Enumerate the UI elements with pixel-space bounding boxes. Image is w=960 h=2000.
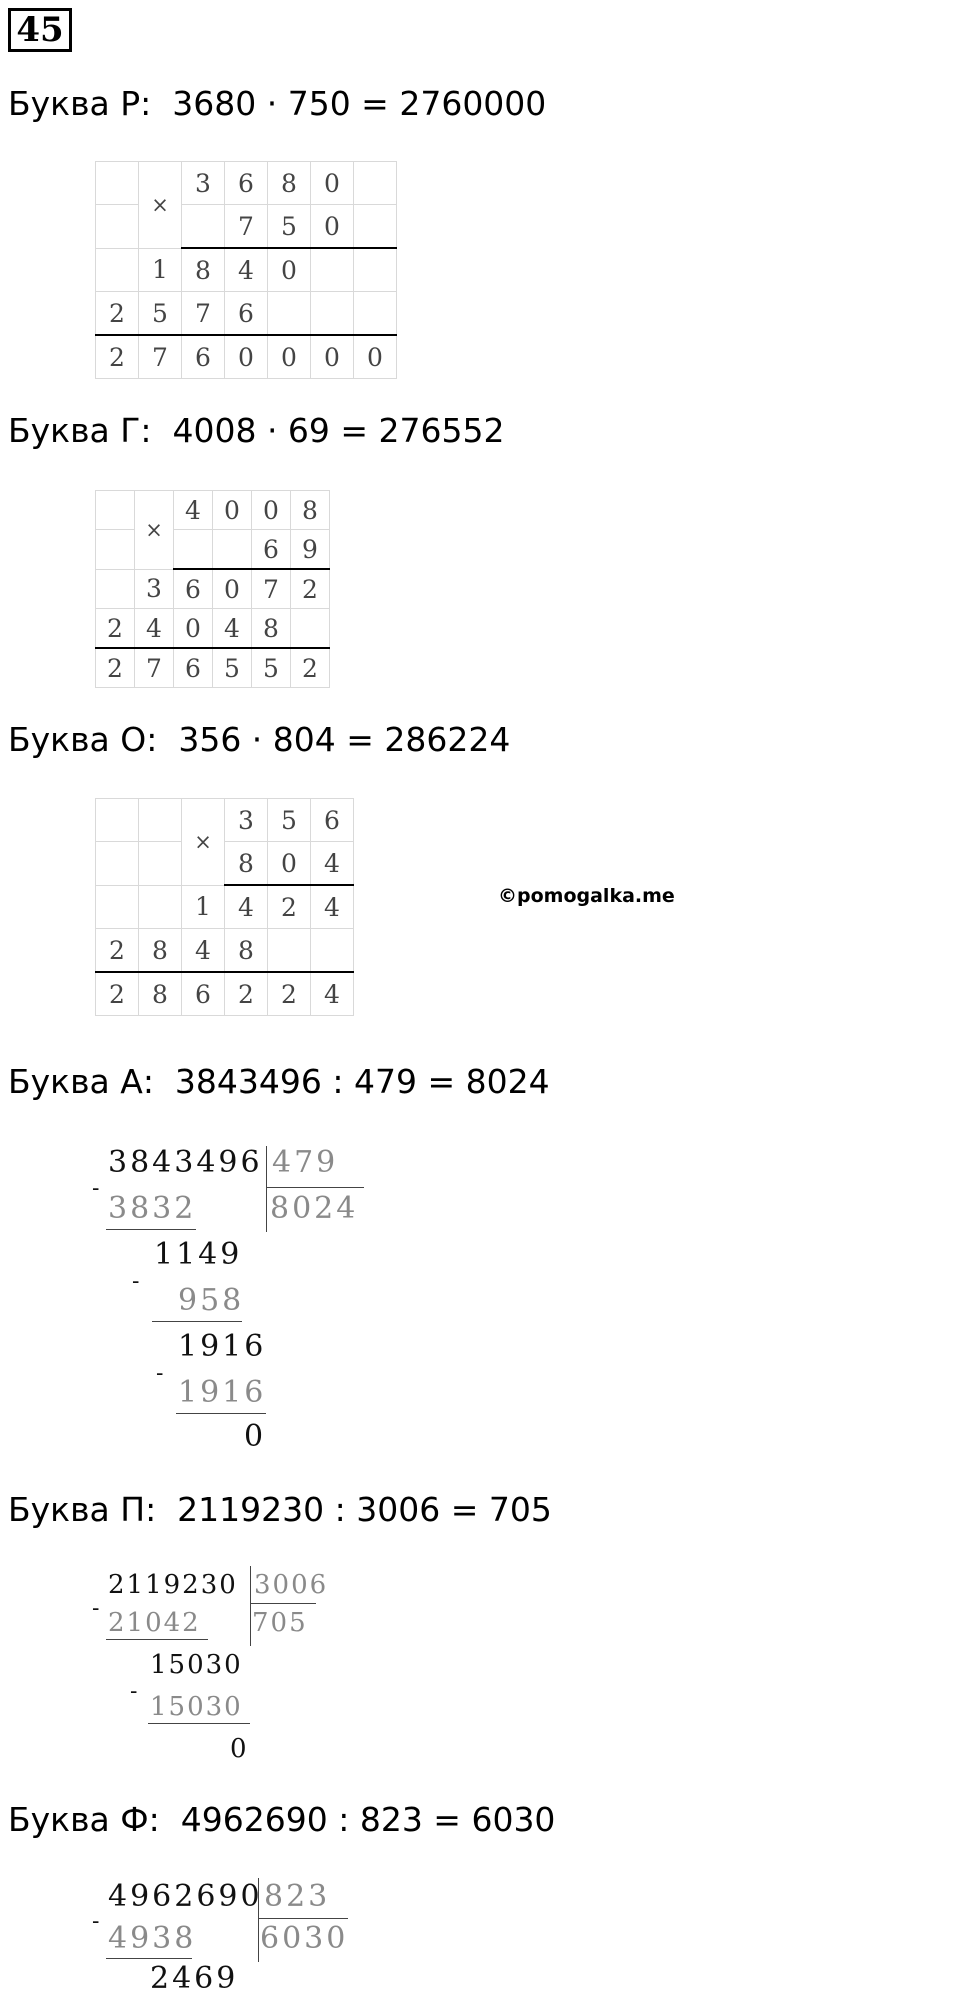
grid-cell: 2 [268, 885, 311, 929]
grid-cell [96, 569, 135, 609]
minus-sign: - [130, 1679, 138, 1704]
grid-cell: 0 [311, 205, 354, 249]
quotient: 705 [252, 1608, 308, 1638]
grid-cell: 4 [213, 609, 252, 649]
grid-cell: 7 [225, 205, 268, 249]
grid-cell: 8 [182, 248, 225, 292]
partial-remainder: 1149 [154, 1237, 243, 1272]
task-number: 45 [8, 8, 72, 52]
grid-cell: 2 [96, 648, 135, 688]
quotient-line [266, 1187, 364, 1188]
grid-cell: 6 [182, 335, 225, 379]
grid-cell: 8 [225, 929, 268, 973]
grid-cell: 0 [213, 569, 252, 609]
grid-cell: 2 [291, 569, 330, 609]
quotient: 8024 [270, 1191, 359, 1226]
grid-cell: 2 [291, 648, 330, 688]
minus-sign: - [92, 1909, 100, 1934]
grid-cell: 6 [225, 292, 268, 336]
grid-cell [96, 162, 139, 205]
grid-cell: 5 [213, 648, 252, 688]
grid-cell: 0 [311, 162, 354, 205]
grid-cell: 0 [268, 335, 311, 379]
grid-cell: 7 [252, 569, 291, 609]
minus-sign: - [156, 1361, 164, 1386]
grid-cell: 0 [268, 248, 311, 292]
grid-cell [213, 530, 252, 570]
minus-sign: - [92, 1596, 100, 1621]
grid-cell [139, 799, 182, 842]
partial-product: 3832 [108, 1191, 197, 1226]
grid-cell [96, 885, 139, 929]
heading-letter-f: Буква Ф: 4962690 : 823 = 6030 [8, 1800, 556, 1839]
partial-remainder: 15030 [150, 1650, 243, 1680]
grid-cell [268, 929, 311, 973]
grid-cell: 2 [268, 972, 311, 1016]
divisor: 479 [272, 1145, 339, 1180]
subtraction-line [152, 1321, 242, 1322]
grid-cell: 3 [225, 799, 268, 842]
multiplication-grid-r [95, 161, 397, 379]
quotient-line [250, 1603, 316, 1604]
grid-cell: 0 [268, 842, 311, 886]
heading-letter-o: Буква О: 356 · 804 = 286224 [8, 720, 511, 759]
grid-cell: 2 [96, 609, 135, 649]
grid-cell [96, 799, 139, 842]
partial-product: 21042 [108, 1608, 201, 1638]
grid-cell [96, 842, 139, 886]
grid-cell: 3 [135, 569, 174, 609]
grid-cell: 5 [268, 799, 311, 842]
times-sign: × [139, 162, 182, 249]
partial-product: 958 [178, 1283, 245, 1318]
grid-cell [354, 162, 397, 205]
grid-cell [311, 929, 354, 973]
grid-cell: 4 [182, 929, 225, 973]
grid-cell: 5 [268, 205, 311, 249]
grid-cell: 0 [213, 491, 252, 530]
grid-cell: 7 [139, 335, 182, 379]
final-remainder: 0 [230, 1734, 250, 1764]
quotient-line [258, 1918, 348, 1919]
grid-cell: 8 [252, 609, 291, 649]
subtraction-line [148, 1723, 250, 1724]
grid-cell [174, 530, 213, 570]
final-remainder: 0 [244, 1419, 267, 1454]
grid-cell [96, 491, 135, 530]
heading-letter-r: Буква Р: 3680 · 750 = 2760000 [8, 84, 547, 123]
grid-cell: 6 [225, 162, 268, 205]
dividend: 2119230 [108, 1570, 238, 1600]
grid-cell: 0 [225, 335, 268, 379]
grid-cell: 9 [291, 530, 330, 570]
grid-cell: 0 [252, 491, 291, 530]
grid-cell [139, 885, 182, 929]
multiplication-grid-g [95, 490, 330, 688]
grid-cell: 5 [252, 648, 291, 688]
grid-cell: 8 [291, 491, 330, 530]
dividend: 3843496 [108, 1145, 263, 1180]
grid-cell: 1 [139, 248, 182, 292]
grid-cell [182, 205, 225, 249]
grid-cell: 5 [139, 292, 182, 336]
grid-cell: 0 [311, 335, 354, 379]
grid-cell: 0 [354, 335, 397, 379]
heading-letter-g: Буква Г: 4008 · 69 = 276552 [8, 411, 505, 450]
partial-product: 4938 [108, 1921, 197, 1956]
grid-cell [96, 530, 135, 570]
partial-remainder: 2469 [150, 1961, 239, 1996]
times-sign: × [182, 799, 225, 886]
grid-cell: 7 [135, 648, 174, 688]
grid-cell: 8 [139, 972, 182, 1016]
grid-cell: 4 [225, 885, 268, 929]
subtraction-line [106, 1229, 196, 1230]
grid-cell: 6 [311, 799, 354, 842]
divisor: 3006 [254, 1570, 329, 1600]
grid-cell: 2 [225, 972, 268, 1016]
grid-cell [311, 292, 354, 336]
grid-cell: 4 [311, 842, 354, 886]
grid-cell: 2 [96, 335, 139, 379]
grid-cell: 6 [174, 648, 213, 688]
heading-letter-a: Буква А: 3843496 : 479 = 8024 [8, 1062, 550, 1101]
grid-cell [268, 292, 311, 336]
division-vertical-line [258, 1878, 259, 1962]
partial-product: 1916 [178, 1375, 267, 1410]
grid-cell [96, 205, 139, 249]
grid-cell: 2 [96, 972, 139, 1016]
minus-sign: - [92, 1176, 100, 1201]
division-vertical-line [266, 1146, 267, 1232]
grid-cell [139, 842, 182, 886]
grid-cell [96, 248, 139, 292]
grid-cell: 4 [135, 609, 174, 649]
subtraction-line [176, 1413, 266, 1414]
minus-sign: - [132, 1269, 140, 1294]
grid-cell [354, 292, 397, 336]
grid-cell: 8 [268, 162, 311, 205]
grid-cell [354, 205, 397, 249]
grid-cell: 8 [139, 929, 182, 973]
grid-cell [291, 609, 330, 649]
grid-cell: 6 [174, 569, 213, 609]
grid-cell: 6 [182, 972, 225, 1016]
multiplication-grid-o [95, 798, 354, 1016]
grid-cell [354, 248, 397, 292]
grid-cell: 0 [174, 609, 213, 649]
partial-remainder: 1916 [178, 1329, 267, 1364]
grid-cell: 4 [225, 248, 268, 292]
grid-cell: 4 [174, 491, 213, 530]
partial-product: 15030 [150, 1692, 243, 1722]
grid-cell: 4 [311, 885, 354, 929]
grid-cell: 1 [182, 885, 225, 929]
grid-cell: 6 [252, 530, 291, 570]
grid-cell: 2 [96, 292, 139, 336]
grid-cell: 7 [182, 292, 225, 336]
grid-cell: 4 [311, 972, 354, 1016]
times-sign: × [135, 491, 174, 570]
division-vertical-line [250, 1566, 251, 1646]
grid-cell [311, 248, 354, 292]
watermark: ©pomogalka.me [498, 885, 675, 907]
heading-letter-p: Буква П: 2119230 : 3006 = 705 [8, 1490, 552, 1529]
grid-cell: 3 [182, 162, 225, 205]
dividend: 4962690 [108, 1879, 263, 1914]
divisor: 823 [264, 1879, 331, 1914]
quotient: 6030 [260, 1921, 349, 1956]
grid-cell: 8 [225, 842, 268, 886]
grid-cell: 2 [96, 929, 139, 973]
subtraction-line [106, 1639, 208, 1640]
subtraction-line [106, 1958, 192, 1959]
